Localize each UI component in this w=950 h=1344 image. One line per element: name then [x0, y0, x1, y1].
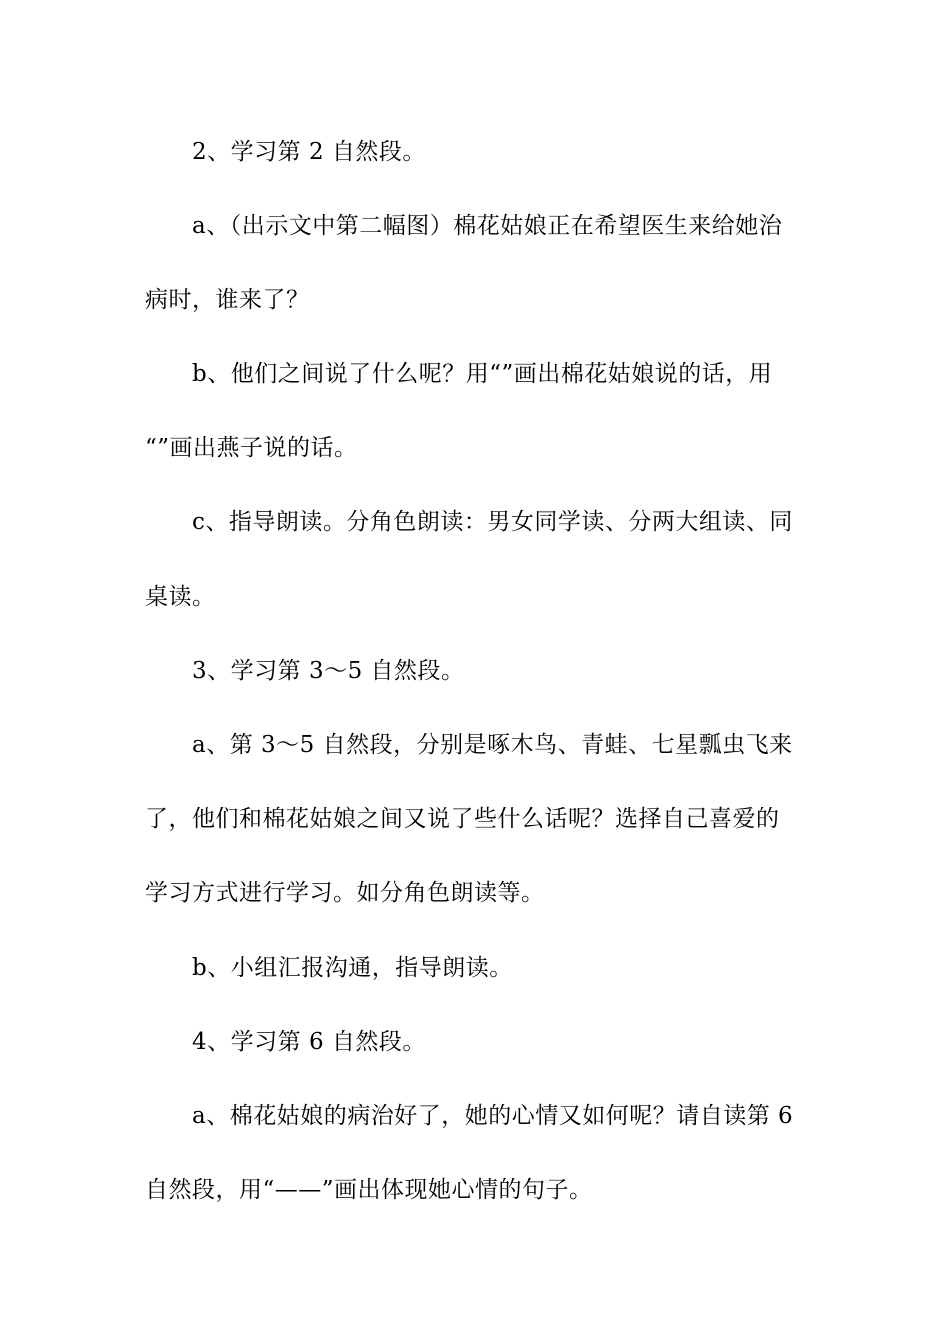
section-heading-4: 4、学习第 6 自然段。: [192, 1029, 426, 1055]
paragraph-line: a、棉花姑娘的病治好了，她的心情又如何呢？请自读第 6: [192, 1103, 794, 1129]
paragraph-line: b、小组汇报沟通，指导朗读。: [192, 955, 513, 981]
paragraph-line: a、（出示文中第二幅图）棉花姑娘正在希望医生来给她治: [192, 213, 783, 239]
section-heading-2: 2、学习第 2 自然段。: [192, 139, 426, 165]
paragraph-line: 桌读。: [145, 584, 216, 610]
paragraph-line: a、第 3～5 自然段，分别是啄木鸟、青蛙、七星瓢虫飞来: [192, 732, 793, 758]
paragraph-line: “”画出燕子说的话。: [145, 435, 358, 461]
section-heading-3: 3、学习第 3～5 自然段。: [192, 658, 465, 684]
paragraph-line: 学习方式进行学习。如分角色朗读等。: [145, 880, 545, 906]
paragraph-line: 病时，谁来了？: [145, 287, 310, 313]
paragraph-line: 自然段，用“——”画出体现她心情的句子。: [145, 1177, 593, 1203]
paragraph-line: 了，他们和棉花姑娘之间又说了些什么话呢？选择自己喜爱的: [145, 806, 780, 832]
paragraph-line: b、他们之间说了什么呢？用“”画出棉花姑娘说的话，用: [192, 361, 773, 387]
paragraph-line: c、指导朗读。分角色朗读：男女同学读、分两大组读、同: [192, 509, 793, 535]
